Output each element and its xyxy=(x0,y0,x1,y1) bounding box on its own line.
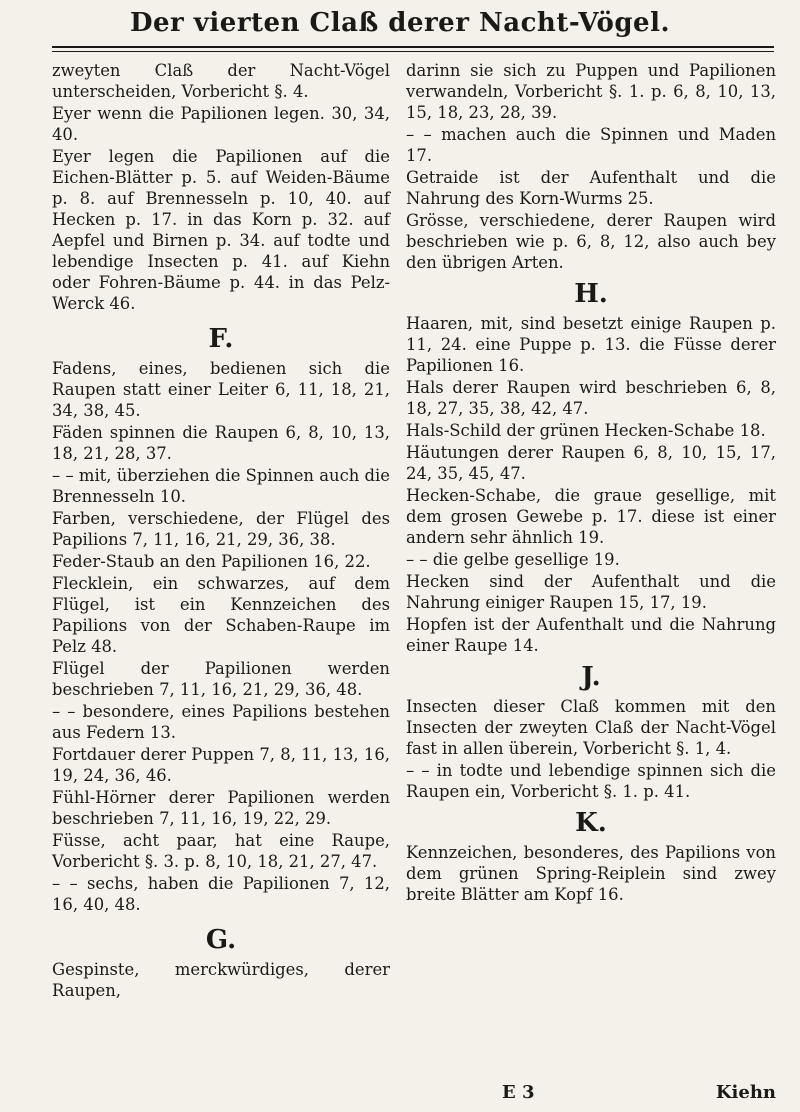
index-entry: darinn sie sich zu Puppen und Papilionen verwandeln, Vorbericht §. 1. p. 6, 8, 10, 13, 15, 18, 23, 28, 39. xyxy=(406,61,776,122)
index-entry: Hals-Schild der grünen Hecken-Schabe 18. xyxy=(406,421,766,440)
index-entry: Flügel der Papilionen werden beschrieben 7, 11, 16, 21, 29, 36, 48. xyxy=(52,659,390,699)
index-entry: Fäden spinnen die Raupen 6, 8, 10, 13, 18, 21, 28, 37. xyxy=(52,423,390,463)
index-entry: – – sechs, haben die Papilionen 7, 12, 16, 40, 48. xyxy=(52,874,390,914)
index-entry: Eyer wenn die Papilionen legen. 30, 34, 40. xyxy=(52,104,390,144)
index-entry: Farben, verschiedene, der Flügel des Papilions 7, 11, 16, 21, 29, 36, 38. xyxy=(52,509,390,549)
header-rule-thin xyxy=(52,51,774,52)
catchword: Kiehn xyxy=(715,1082,776,1103)
index-entry: – – in todte und lebendige spinnen sich die Raupen ein, Vorbericht §. 1. p. 41. xyxy=(406,761,776,801)
index-entry: Hals derer Raupen wird beschrieben 6, 8, 18, 27, 35, 38, 42, 47. xyxy=(406,378,776,418)
index-entry: Häutungen derer Raupen 6, 8, 10, 15, 17, 24, 35, 45, 47. xyxy=(406,443,776,483)
index-entry: – – machen auch die Spinnen und Maden 17. xyxy=(406,125,776,165)
index-entry: – – die gelbe gesellige 19. xyxy=(406,550,620,569)
header-rule xyxy=(52,46,774,48)
index-entry: Gespinste, merckwürdiges, derer Raupen, xyxy=(52,960,390,1000)
index-entry: Eyer legen die Papilionen auf die Eichen-Blätter p. 5. auf Weiden-Bäume p. 8. auf Brennesseln p. 10, 40. auf Hecken p. 17. in das Korn p. 32. auf Aepfel und Birnen p. 34. auf todte und lebendige Insecten p. 41. auf Kiehn oder Fohren-Bäume p. 44. in das Pelz-Werck 46. xyxy=(52,147,390,313)
index-entry: Fortdauer derer Puppen 7, 8, 11, 13, 16, 19, 24, 36, 46. xyxy=(52,745,390,785)
index-entry: zweyten Claß der Nacht-Vögel unterscheiden, Vorbericht §. 4. xyxy=(52,61,390,101)
index-entry: Haaren, mit, sind besetzt einige Raupen p. 11, 24. eine Puppe p. 13. die Füsse derer Papilionen 16. xyxy=(406,314,776,375)
index-entry: Grösse, verschiedene, derer Raupen wird beschrieben wie p. 6, 8, 12, also auch bey den übrigen Arten. xyxy=(406,211,776,272)
signature-mark: E 3 xyxy=(502,1082,535,1103)
index-entry: Fadens, eines, bedienen sich die Raupen statt einer Leiter 6, 11, 18, 21, 34, 38, 45. xyxy=(52,359,390,420)
index-entry: Insecten dieser Claß kommen mit den Insecten der zweyten Claß der Nacht-Vögel fast in allen überein, Vorbericht §. 1, 4. xyxy=(406,697,776,758)
index-entry: Flecklein, ein schwarzes, auf dem Flügel, ist ein Kennzeichen des Papilions von der Schaben-Raupe im Pelz 48. xyxy=(52,574,390,656)
index-entry: Hecken-Schabe, die graue gesellige, mit dem grosen Gewebe p. 17. diese ist einer andern sehr ähnlich 19. xyxy=(406,486,776,547)
index-entry: Getraide ist der Aufenthalt und die Nahrung des Korn-Wurms 25. xyxy=(406,168,776,208)
index-entry: Feder-Staub an den Papilionen 16, 22. xyxy=(52,552,371,571)
index-entry: Hecken sind der Aufenthalt und die Nahrung einiger Raupen 15, 17, 19. xyxy=(406,572,776,612)
index-entry: Hopfen ist der Aufenthalt und die Nahrung einer Raupe 14. xyxy=(406,615,776,655)
index-entry: Fühl-Hörner derer Papilionen werden beschrieben 7, 11, 16, 19, 22, 29. xyxy=(52,788,390,828)
index-entry: – – mit, überziehen die Spinnen auch die Brennesseln 10. xyxy=(52,466,390,506)
right-column xyxy=(406,60,776,906)
index-entry: Kennzeichen, besonderes, des Papilions von dem grünen Spring-Reiplein sind zwey breite Blätter am Kopf 16. xyxy=(406,843,776,904)
index-entry: Füsse, acht paar, hat eine Raupe, Vorbericht §. 3. p. 8, 10, 18, 21, 27, 47. xyxy=(52,831,390,871)
section-letter-h: H. xyxy=(574,279,608,309)
section-letter-g: G. xyxy=(205,925,237,955)
index-entry: – – besondere, eines Papilions bestehen aus Federn 13. xyxy=(52,702,390,742)
section-letter-i: J. xyxy=(581,662,601,692)
section-letter-f: F. xyxy=(208,324,234,354)
left-column xyxy=(52,60,390,1002)
section-letter-k: K. xyxy=(575,808,607,838)
running-header: Der vierten Claß derer Nacht-Vögel. xyxy=(129,8,671,38)
